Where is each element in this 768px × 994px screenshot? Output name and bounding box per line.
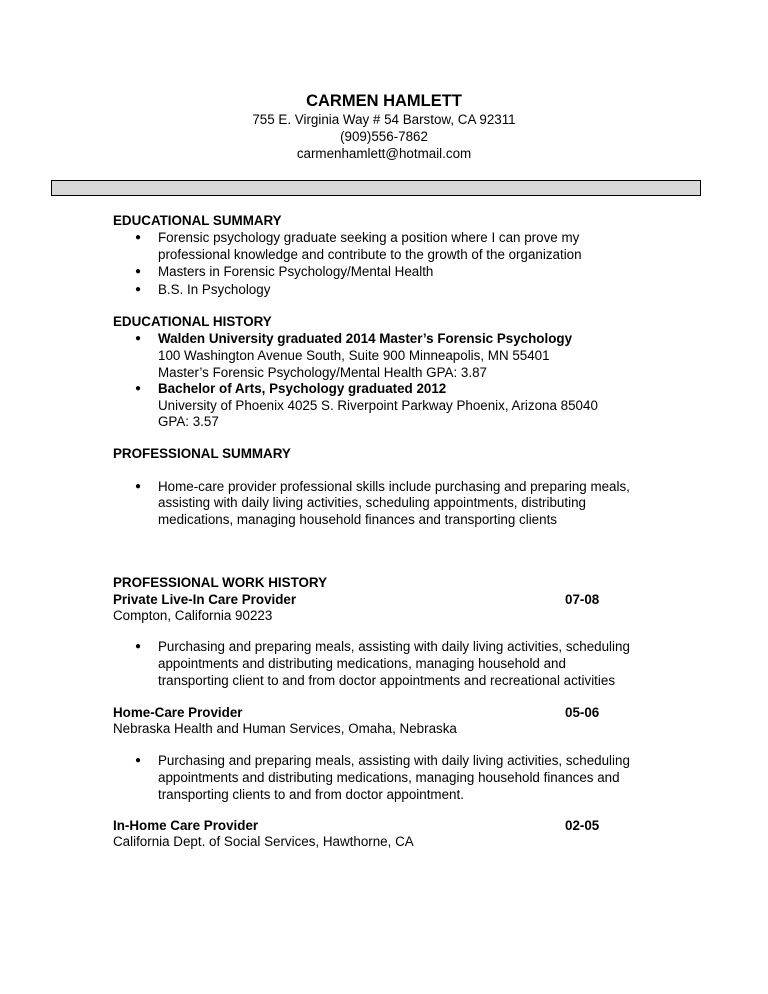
job-duty-line: transporting client to and from doctor appointments and recreational activities [158, 673, 616, 688]
applicant-name: CARMEN HAMLETT [306, 92, 462, 110]
prof-summary-line: Home-care provider professional skills include purchasing and preparing meals, [158, 479, 630, 494]
job-title: In-Home Care Provider [113, 818, 259, 833]
applicant-email: carmenhamlett@hotmail.com [296, 146, 472, 161]
bullet-icon: ● [135, 232, 142, 243]
bullet-icon: ● [135, 333, 142, 344]
edu-entry-line: Master’s Forensic Psychology/Mental Health GPA: 3.87 [158, 365, 487, 380]
job-dates: 07-08 [565, 592, 600, 607]
job-duty-line: appointments and distributing medications, managing household finances and [158, 770, 620, 785]
prof-summary-line: assisting with daily living activities, scheduling appointments, distributing [158, 495, 586, 510]
applicant-phone: (909)556-7862 [340, 129, 428, 144]
job-duty-line: Purchasing and preparing meals, assisting with daily living activities, scheduling [158, 639, 630, 654]
bullet-icon: ● [135, 481, 142, 492]
edu-entry-line: University of Phoenix 4025 S. Riverpoint Parkway Phoenix, Arizona 85040 [158, 398, 598, 413]
edu-summary-line: B.S. In Psychology [158, 282, 271, 297]
job-title: Private Live-In Care Provider [113, 592, 297, 607]
edu-entry-title: Walden University graduated 2014 Master’s Forensic Psychology [158, 331, 573, 346]
bullet-icon: ● [135, 641, 142, 652]
educational-history-heading: EDUCATIONAL HISTORY [113, 314, 272, 329]
bullet-icon: ● [135, 755, 142, 766]
work-history-heading: PROFESSIONAL WORK HISTORY [113, 575, 328, 590]
job-duty-line: appointments and distributing medications, managing household and [158, 656, 566, 671]
edu-summary-line: professional knowledge and contribute to the growth of the organization [158, 247, 582, 262]
job-title: Home-Care Provider [113, 705, 243, 720]
professional-summary-heading: PROFESSIONAL SUMMARY [113, 446, 291, 461]
section-divider-bar [51, 180, 701, 196]
bullet-icon: ● [135, 383, 142, 394]
educational-summary-heading: EDUCATIONAL SUMMARY [113, 213, 282, 228]
edu-entry-title: Bachelor of Arts, Psychology graduated 2012 [158, 381, 447, 396]
job-location: California Dept. of Social Services, Hawthorne, CA [113, 834, 414, 849]
job-duty-line: transporting clients to and from doctor appointment. [158, 787, 464, 802]
job-location: Nebraska Health and Human Services, Omaha, Nebraska [113, 721, 457, 736]
job-dates: 05-06 [565, 705, 600, 720]
bullet-icon: ● [135, 266, 142, 277]
bullet-icon: ● [135, 284, 142, 295]
applicant-address: 755 E. Virginia Way # 54 Barstow, CA 92311 [252, 112, 516, 127]
job-dates: 02-05 [565, 818, 600, 833]
job-duty-line: Purchasing and preparing meals, assisting with daily living activities, scheduling [158, 753, 630, 768]
job-location: Compton, California 90223 [113, 608, 273, 623]
prof-summary-line: medications, managing household finances and transporting clients [158, 512, 557, 527]
edu-entry-line: 100 Washington Avenue South, Suite 900 Minneapolis, MN 55401 [158, 348, 550, 363]
edu-summary-line: Masters in Forensic Psychology/Mental Health [158, 264, 434, 279]
edu-summary-line: Forensic psychology graduate seeking a position where I can prove my [158, 230, 580, 245]
edu-entry-line: GPA: 3.57 [158, 414, 219, 429]
